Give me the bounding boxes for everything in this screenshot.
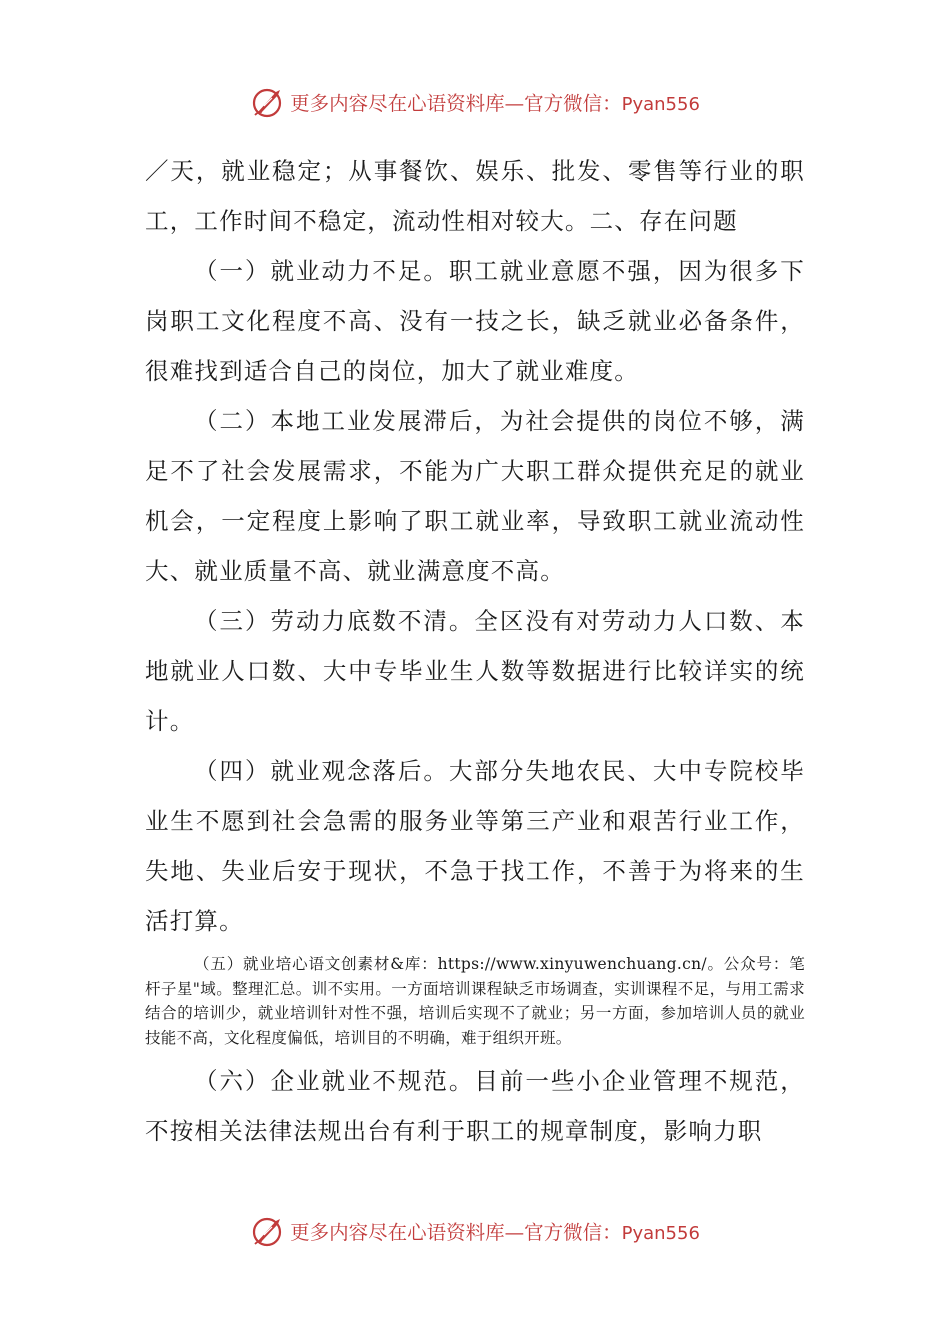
quill-pen-logo-icon xyxy=(250,84,286,120)
footer-wechat-id: Pyan556 xyxy=(621,1223,700,1244)
header-banner xyxy=(0,82,950,122)
paragraph-6-small: （五）就业培心语文创素材&库：https://www.xinyuwenchuang.cn/。公众号：笔杆子星"域。整理汇总。训不实用。一方面培训课程缺乏市场调查，实训课程不足，与用工需求结合的培训少，就业培训针对性不强，培训后实现不了就业；另一方面，参加培训人员的就业技能不高，文化程度偏低，培训目的不明确，难于组织开班。 xyxy=(145,955,805,1047)
paragraph-7: （六）企业就业不规范。目前一些小企业管理不规范，不按相关法律法规出台有利于职工的规章制度，影响力职 xyxy=(145,1067,805,1145)
paragraph-4: （三）劳动力底数不清。全区没有对劳动力人口数、本地就业人口数、大中专毕业生人数等数据进行比较详实的统计。 xyxy=(145,607,805,735)
document-body xyxy=(145,146,805,1156)
footer-banner-text: 更多内容尽在心语资料库—官方微信：Pyan556 xyxy=(290,1221,700,1244)
paragraph-1: ／天，就业稳定；从事餐饮、娱乐、批发、零售等行业的职工，工作时间不稳定，流动性相对较大。二、存在问题 xyxy=(145,157,805,235)
paragraph-5: （四）就业观念落后。大部分失地农民、大中专院校毕业生不愿到社会急需的服务业等第三产业和艰苦行业工作，失地、失业后安于现状，不急于找工作，不善于为将来的生活打算。 xyxy=(145,757,805,935)
header-banner-text: 更多内容尽在心语资料库—官方微信：Pyan556 xyxy=(290,92,700,115)
paragraph-2: （一）就业动力不足。职工就业意愿不强，因为很多下岗职工文化程度不高、没有一技之长，缺乏就业必备条件，很难找到适合自己的岗位，加大了就业难度。 xyxy=(145,257,805,385)
footer-banner xyxy=(0,1211,950,1251)
paragraph-3: （二）本地工业发展滞后，为社会提供的岗位不够，满足不了社会发展需求，不能为广大职工群众提供充足的就业机会，一定程度上影响了职工就业率，导致职工就业流动性大、就业质量不高、就业满意度不高。 xyxy=(145,407,805,585)
quill-pen-logo-icon xyxy=(250,1213,286,1249)
header-wechat-id: Pyan556 xyxy=(621,94,700,115)
